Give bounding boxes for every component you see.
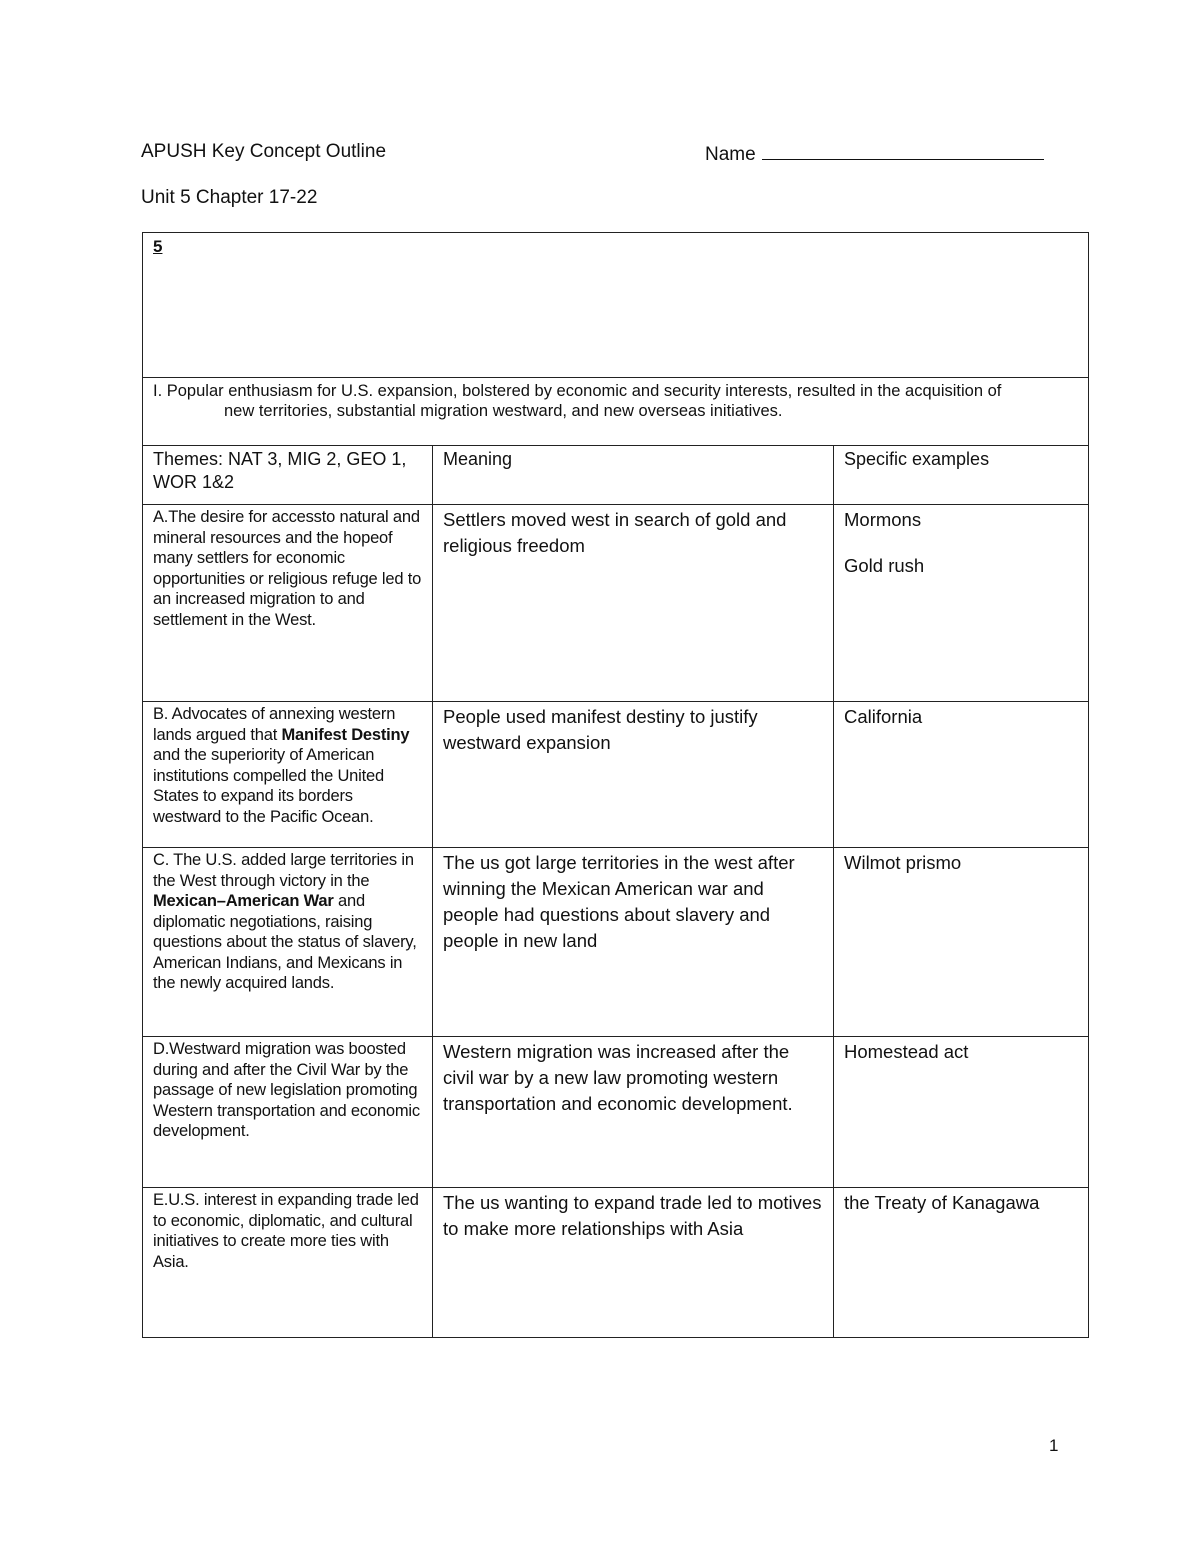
examples-header: Specific examples <box>834 446 1089 505</box>
meaning-cell[interactable]: The us wanting to expand trade led to motives to make more relationships with Asia <box>433 1188 834 1338</box>
concept-text: and diplomatic negotiations, raising questions about the status of slavery, American Indians, and Mexicans in the newly acquired lands. <box>153 892 417 992</box>
intro-line-1: I. Popular enthusiasm for U.S. expansion, bolstered by economic and security interests, resulted in the acquisition of <box>153 382 1002 400</box>
concept-text: C. The U.S. added large territories in the West through victory in the <box>153 851 414 890</box>
table-row <box>143 1037 1089 1188</box>
table-row <box>143 848 1089 1037</box>
concept-cell <box>143 702 433 848</box>
examples-cell[interactable] <box>834 1037 1089 1188</box>
page-number: 1 <box>1049 1436 1059 1455</box>
examples-cell[interactable] <box>834 848 1089 1037</box>
table-row <box>143 702 1089 848</box>
meaning-cell[interactable]: People used manifest destiny to justify westward expansion <box>433 702 834 848</box>
concept-cell: E.U.S. interest in expanding trade led to economic, diplomatic, and cultural initiatives to create more ties with Asia. <box>143 1188 433 1338</box>
example-item: Homestead act <box>844 1041 969 1062</box>
concept-key-term: Manifest Destiny <box>281 725 410 744</box>
concept-cell <box>143 848 433 1037</box>
name-label: Name <box>705 144 756 165</box>
header-row <box>143 446 1089 505</box>
meaning-cell[interactable]: Settlers moved west in search of gold and religious freedom <box>433 505 834 702</box>
intro-row <box>143 378 1089 446</box>
unit-subtitle: Unit 5 Chapter 17-22 <box>141 187 318 208</box>
concept-key-term: Mexican–American War <box>153 892 334 910</box>
concept-cell: D.Westward migration was boosted during and after the Civil War by the passage of new legislation promoting Western transportation and economic development. <box>143 1037 433 1188</box>
intro-line-2: new territories, substantial migration westward, and new overseas initiatives. <box>224 402 783 420</box>
meaning-cell[interactable]: The us got large territories in the west after winning the Mexican American war and people had questions about slavery and people in new land <box>433 848 834 1037</box>
concept-cell: A.The desire for accessto natural and mineral resources and the hopeof many settlers for economic opportunities or religious refuge led to an increased migration to and settlement in the West. <box>143 505 433 702</box>
meaning-header: Meaning <box>433 446 834 505</box>
themes-header: Themes: NAT 3, MIG 2, GEO 1, WOR 1&2 <box>143 446 433 505</box>
example-item: Gold rush <box>844 555 925 576</box>
example-item: the Treaty of Kanagawa <box>844 1192 1040 1213</box>
unit-number: 5 <box>143 233 1089 378</box>
concept-text: and the superiority of American institutions compelled the United States to expand its borders westward to the Pacific Ocean. <box>153 746 384 826</box>
meaning-cell[interactable]: Western migration was increased after the civil war by a new law promoting western transportation and economic development. <box>433 1037 834 1188</box>
concept-outline-table <box>142 232 1089 1338</box>
document-title: APUSH Key Concept Outline <box>141 141 387 162</box>
name-field <box>705 141 1044 166</box>
examples-cell[interactable] <box>834 1188 1089 1338</box>
unit-number-row <box>143 233 1089 378</box>
examples-cell[interactable] <box>834 505 1089 702</box>
concept-text: B. Advocates of annexing western lands argued that <box>153 705 396 744</box>
examples-cell[interactable] <box>834 702 1089 848</box>
example-item: Wilmot prismo <box>844 852 962 873</box>
example-item: Mormons <box>844 509 922 530</box>
key-concept-intro <box>143 378 1089 446</box>
table-row <box>143 1188 1089 1338</box>
name-blank-line[interactable] <box>762 141 1044 160</box>
table-row <box>143 505 1089 702</box>
example-item: California <box>844 706 923 727</box>
